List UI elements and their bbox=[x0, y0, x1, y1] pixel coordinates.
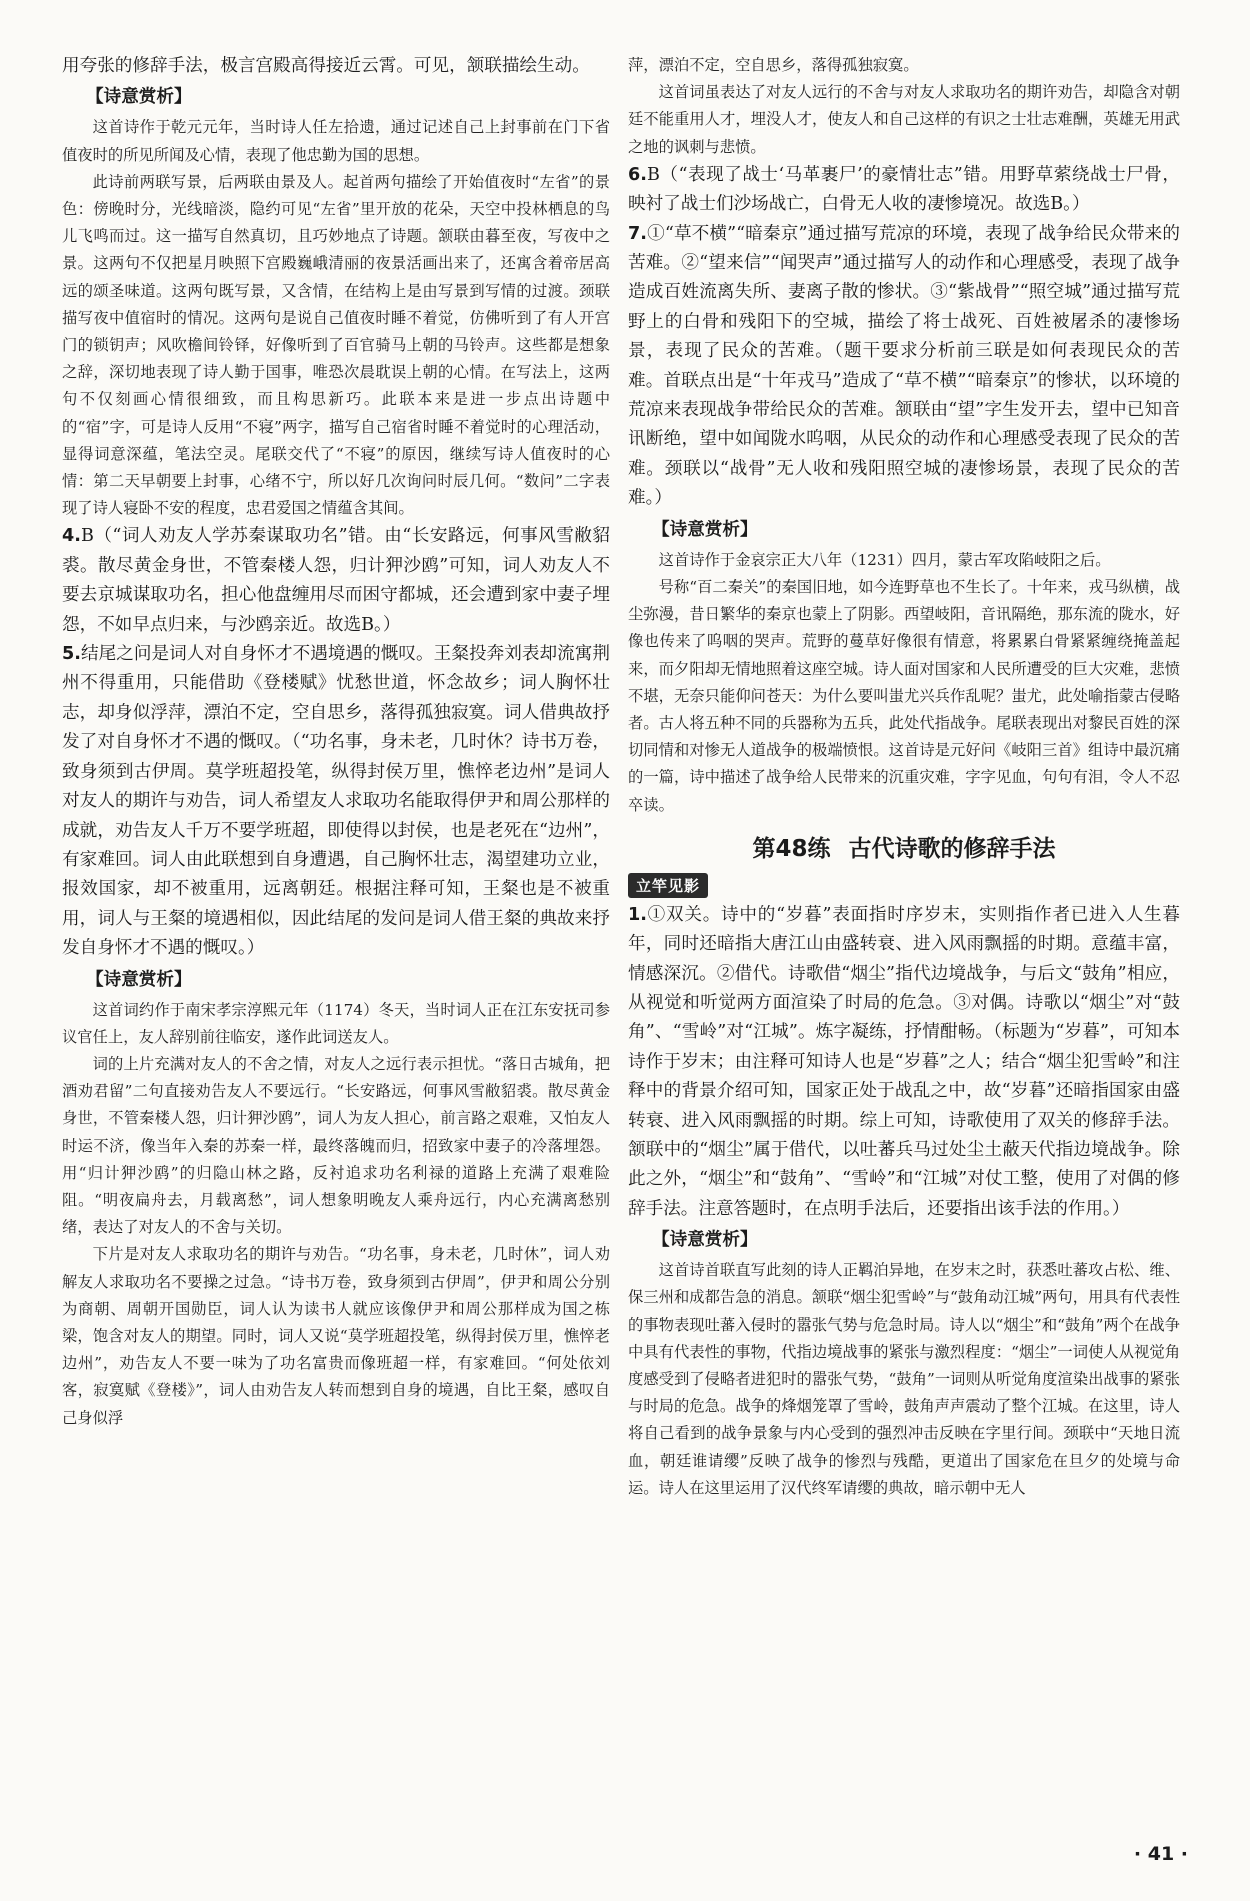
analysis-paragraph: 这首词约作于南宋孝宗淳熙元年（1174）冬天，当时词人正在江东安抚司参议官任上，友人辞别前往临安，遂作此词送友人。 bbox=[62, 1000, 610, 1046]
question-number: 7. bbox=[628, 223, 647, 244]
section-number: 第48练 bbox=[752, 836, 831, 863]
analysis-paragraph: 词的上片充满对友人的不舍之情，对友人之远行表示担忧。“落日古城角，把酒劝君留”二句直接劝告友人不要远行。“长安路远，何事风雪敝貂裘。散尽黄金身世，不管秦楼人怨，归计狎沙鸥”，词人为友人担心，前言路之艰难，又怕友人时运不济，像当年入秦的苏秦一样，最终落魄而归，招致家中妻子的冷落埋怨。用“归计狎沙鸥”的归隐山林之路，反衬追求功名利禄的道路上充满了艰难险阻。“明夜扁舟去，月载离愁”，词人想象明晚友人乘舟远行，内心充满离愁别绪，表达了对友人的不舍与关切。 bbox=[62, 1054, 610, 1237]
section-heading: 【诗意赏析】 bbox=[652, 1230, 758, 1251]
analysis-paragraph: 此诗前两联写景，后两联由景及人。起首两句描绘了开始值夜时“左省”的景色：傍晚时分，光线暗淡，隐约可见“左省”里开放的花朵，天空中投林栖息的鸟儿飞鸣而过。这一描写自然真切，且巧妙地点了诗题。颔联由暮至夜，写夜中之景。这两句不仅把星月映照下宫殿巍峨清丽的夜景活画出来了，还寓含着帝居高远的颂圣味道。这两句既写景，又含情，在结构上是由写景到写情的过渡。颈联描写夜中值宿时的情况。这两句是说自己值夜时睡不着觉，仿佛听到了有人开宫门的锁钥声；风吹檐间铃铎，好像听到了百官骑马上朝的马铃声。这些都是想象之辞，深切地表现了诗人勤于国事，唯恐次晨耽误上朝的心情。在写法上，这两句不仅刻画心情很细致，而且构思新巧。此联本来是进一步点出诗题中的“宿”字，可是诗人反用“不寝”两字，描写自己宿省时睡不着觉时的心理活动，显得词意深蕴，笔法空灵。尾联交代了“不寝”的原因，继续写诗人值夜时的心情：第二天早朝要上封事，心绪不宁，所以好几次询问时辰几何。“数问”二字表现了诗人寝卧不安的程度，忠君爱国之情蕴含其间。 bbox=[62, 172, 610, 518]
analysis-paragraph: 这首诗作于乾元元年，当时诗人任左拾遗，通过记述自己上封事前在门下省值夜时的所见所闻及心情，表现了他忠勤为国的思想。 bbox=[62, 118, 610, 164]
question-number: 1. bbox=[628, 904, 647, 925]
answer-5 bbox=[62, 640, 610, 963]
answer-4 bbox=[62, 522, 610, 640]
page-number: · 41 · bbox=[1133, 1843, 1188, 1865]
section-heading: 【诗意赏析】 bbox=[86, 87, 192, 108]
answer-text: ①双关。诗中的“岁暮”表面指时序岁末，实则指作者已进入人生暮年，同时还暗指大唐江山由盛转衰、进入风雨飘摇的时期。意蕴丰富，情感深沉。②借代。诗歌借“烟尘”指代边境战争，与后文“鼓角”相应，从视觉和听觉两方面渲染了时局的危急。③对偶。诗歌以“烟尘”对“鼓角”、“雪岭”对“江城”。炼字凝练，抒情酣畅。（标题为“岁暮”，可知本诗作于岁末；由注释可知诗人也是“岁暮”之人；结合“烟尘犯雪岭”和注释中的背景介绍可知，国家正处于战乱之中，故“岁暮”还暗指国家由盛转衰、进入风雨飘摇的时期。综上可知，诗歌使用了双关的修辞手法。颔联中的“烟尘”属于借代，以吐蕃兵马过处尘土蔽天代指边境战争。除此之外，“烟尘”和“鼓角”、“雪岭”和“江城”对仗工整，使用了对偶的修辞手法。注意答题时，在点明手法后，还要指出该手法的作用。） bbox=[628, 904, 1180, 1219]
analysis-paragraph: 这首词虽表达了对友人远行的不舍与对友人求取功名的期许劝告，却隐含对朝廷不能重用人才，埋没人才，使友人和自己这样的有识之士壮志难酬，英雄无用武之地的讽刺与悲愤。 bbox=[628, 83, 1180, 156]
answer-1 bbox=[628, 901, 1180, 1224]
section-badge: 立竿见影 bbox=[628, 873, 708, 898]
badge-row bbox=[628, 871, 1180, 901]
section-heading: 【诗意赏析】 bbox=[86, 969, 192, 990]
answer-text: B（“词人劝友人学苏秦谋取功名”错。由“长安路远，何事风雪敝貂裘。散尽黄金身世，不管秦楼人怨，归计狎沙鸥”可知，词人劝友人不要去京城谋取功名，担心他盘缠用尽而困守都城，还会遭到家中妻子埋怨，不如早点归来，与沙鸥亲近。故选B。） bbox=[62, 526, 610, 635]
answer-6 bbox=[628, 161, 1180, 220]
paragraph: 用夸张的修辞手法，极言宫殿高得接近云霄。可见，颔联描绘生动。 bbox=[62, 56, 590, 76]
section-name: 古代诗歌的修辞手法 bbox=[848, 836, 1056, 863]
analysis-paragraph: 号称“百二秦关”的秦国旧地，如今连野草也不生长了。十年来，戎马纵横，战尘弥漫，昔日繁华的秦京也蒙上了阴影。西望岐阳，音讯隔绝，那东流的陇水，好像也传来了呜咽的哭声。荒野的蔓草好像很有情意，将累累白骨紧紧缠绕掩盖起来，而夕阳却无情地照着这座空城。诗人面对国家和人民所遭受的巨大灾难，悲愤不堪，无奈只能仰问苍天：为什么要叫蚩尤兴兵作乱呢？蚩尤，此处喻指蒙古侵略者。古人将五种不同的兵器称为五兵，此处代指战争。尾联表现出对黎民百姓的深切同情和对惨无人道战争的极端愤恨。这首诗是元好问《岐阳三首》组诗中最沉痛的一篇，诗中描述了战争给人民带来的沉重灾难，字字见血，句句有泪，令人不忍卒读。 bbox=[628, 577, 1180, 814]
answer-text: B（“表现了战士‘马革裹尸’的豪情壮志”错。用野草萦绕战士尸骨，映衬了战士们沙场战亡，白骨无人收的凄惨境况。故选B。） bbox=[628, 164, 1180, 215]
answer-7 bbox=[628, 220, 1180, 514]
right-column bbox=[628, 52, 1180, 1502]
question-number: 5. bbox=[62, 644, 81, 665]
question-number: 6. bbox=[628, 164, 647, 185]
section-title bbox=[628, 825, 1180, 869]
analysis-paragraph: 这首诗作于金哀宗正大八年（1231）四月，蒙古军攻陷岐阳之后。 bbox=[658, 550, 1111, 569]
answer-text: 结尾之问是词人对自身怀才不遇境遇的慨叹。王粲投奔刘表却流寓荆州不得重用，只能借助《登楼赋》忧愁世道，怀念故乡；词人胸怀壮志，却身似浮萍，漂泊不定，空自思乡，落得孤独寂寞。词人借典故抒发了对自身怀才不遇的慨叹。（“功名事，身未老，几时休？诗书万卷，致身须到古伊周。莫学班超投笔，纵得封侯万里，憔悴老边州”是词人对友人的期许与劝告，词人希望友人求取功名能取得伊尹和周公那样的成就，劝告友人千万不要学班超，即使得以封侯，也是老死在“边州”，有家难回。词人由此联想到自身遭遇，自己胸怀壮志，渴望建功立业，报效国家，却不被重用，远离朝廷。根据注释可知，王粲也是不被重用，词人与王粲的境遇相似，因此结尾的发问是词人借王粲的典故来抒发自身怀才不遇的慨叹。） bbox=[62, 644, 610, 959]
analysis-paragraph: 萍，漂泊不定，空自思乡，落得孤独寂寞。 bbox=[628, 56, 919, 74]
analysis-paragraph: 这首诗首联直写此刻的诗人正羁泊异地，在岁末之时，获悉吐蕃攻占松、维、保三州和成都告急的消息。颔联“烟尘犯雪岭”与“鼓角动江城”两句，用具有代表性的事物表现吐蕃入侵时的嚣张气势与危急时局。诗人以“烟尘”和“鼓角”两个在战争中具有代表性的事物，代指边境战事的紧张与激烈程度：“烟尘”一词使人从视觉角度感受到了侵略者进犯时的嚣张气势，“鼓角”一词则从听觉角度渲染出战事的紧张与时局的危急。战争的烽烟笼罩了雪岭，鼓角声声震动了整个江城。在这里，诗人将自己看到的战争景象与内心受到的强烈冲击反映在字里行间。颈联中“天地日流血，朝廷谁请缨”反映了战争的惨烈与残酷，更道出了国家危在旦夕的处境与命运。诗人在这里运用了汉代终军请缨的典故，暗示朝中无人 bbox=[628, 1261, 1180, 1497]
section-heading: 【诗意赏析】 bbox=[652, 519, 758, 540]
analysis-paragraph: 下片是对友人求取功名的期许与劝告。“功名事，身未老，几时休”，词人劝解友人求取功名不要操之过急。“诗书万卷，致身须到古伊周”，伊尹和周公分别为商朝、周朝开国勋臣，词人认为读书人就应该像伊尹和周公那样成为国之栋梁，饱含对友人的期望。同时，词人又说“莫学班超投笔，纵得封侯万里，憔悴老边州”，劝告友人不要一味为了功名富贵而像班超一样，有家难回。“何处依刘客，寂寞赋《登楼》”，词人由劝告友人转而想到自身的境遇，自比王粲，感叹自己身似浮 bbox=[62, 1245, 610, 1427]
answer-text: ①“草不横”“暗秦京”通过描写荒凉的环境，表现了战争给民众带来的苦难。②“望来信”“闻哭声”通过描写人的动作和心理感受，表现了战争造成百姓流离失所、妻离子散的惨状。③“紫战骨”“照空城”通过描写荒野上的白骨和残阳下的空城，描绘了将士战死、百姓被屠杀的凄惨场景，表现了民众的苦难。（题干要求分析前三联是如何表现民众的苦难。首联点出是“十年戎马”造成了“草不横”“暗秦京”的惨状，以环境的荒凉来表现战争带给民众的苦难。颔联由“望”字生发开去，望中已知音讯断绝，望中如闻陇水呜咽，从民众的动作和心理感受表现了民众的苦难。颈联以“战骨”无人收和残阳照空城的凄惨场景，表现了民众的苦难。） bbox=[628, 223, 1180, 509]
left-column bbox=[62, 52, 610, 1432]
question-number: 4. bbox=[62, 526, 81, 547]
